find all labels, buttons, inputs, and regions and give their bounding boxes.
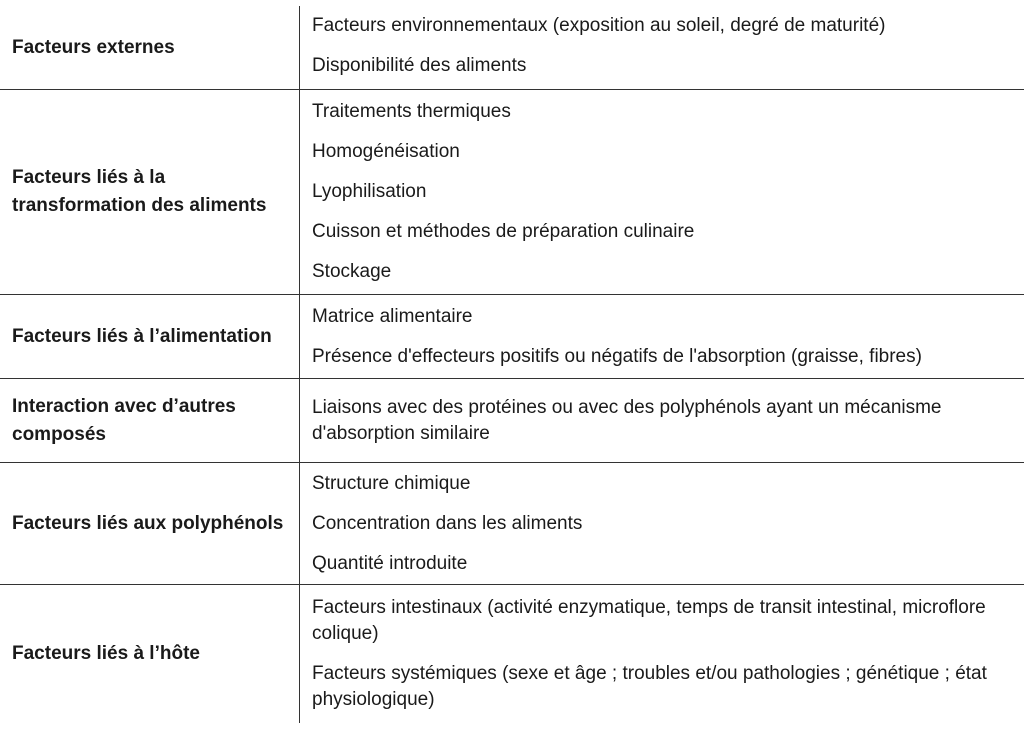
row-label: Facteurs liés aux polyphénols xyxy=(12,512,284,534)
row-items xyxy=(299,379,1024,462)
list-item: Présence d'effecteurs positifs ou négatifs de l'absorption (graisse, fibres) xyxy=(312,345,922,367)
row-label: Facteurs liés à l’hôte xyxy=(12,643,200,664)
list-item: Concentration dans les aliments xyxy=(312,512,583,534)
row-items xyxy=(299,6,1024,89)
list-item: Facteurs systémiques (sexe et âge ; troubles et/ou pathologies ; génétique ; état physiologique) xyxy=(312,663,987,710)
table-row-interaction xyxy=(0,379,1024,463)
factors-table xyxy=(0,6,1024,723)
row-items xyxy=(299,295,1024,378)
list-item: Structure chimique xyxy=(312,472,471,494)
list-item: Homogénéisation xyxy=(312,141,460,162)
list-item: Facteurs environnementaux (exposition au soleil, degré de maturité) xyxy=(312,14,886,36)
row-items xyxy=(299,585,1024,723)
table-row-polyphenols xyxy=(0,463,1024,585)
list-item: Liaisons avec des protéines ou avec des polyphénols ayant un mécanisme d'absorption similaire xyxy=(312,396,942,444)
list-item: Traitements thermiques xyxy=(312,101,511,122)
table-row-external xyxy=(0,6,1024,90)
table-row-transformation xyxy=(0,90,1024,295)
row-label: Interaction avec d’autres composés xyxy=(12,395,236,445)
row-items xyxy=(299,90,1024,294)
row-label: Facteurs liés à l’alimentation xyxy=(12,325,272,347)
list-item: Matrice alimentaire xyxy=(312,305,473,327)
list-item: Disponibilité des aliments xyxy=(312,54,527,76)
row-label: Facteurs externes xyxy=(12,36,175,58)
list-item: Facteurs intestinaux (activité enzymatique, temps de transit intestinal, microflore colique) xyxy=(312,597,986,644)
row-items xyxy=(299,463,1024,584)
list-item: Cuisson et méthodes de préparation culinaire xyxy=(312,221,695,242)
table-row-diet xyxy=(0,295,1024,379)
list-item: Lyophilisation xyxy=(312,181,427,202)
row-label: Facteurs liés à la transformation des aliments xyxy=(12,167,267,216)
list-item: Stockage xyxy=(312,261,392,282)
list-item: Quantité introduite xyxy=(312,552,468,574)
table-row-host xyxy=(0,585,1024,723)
